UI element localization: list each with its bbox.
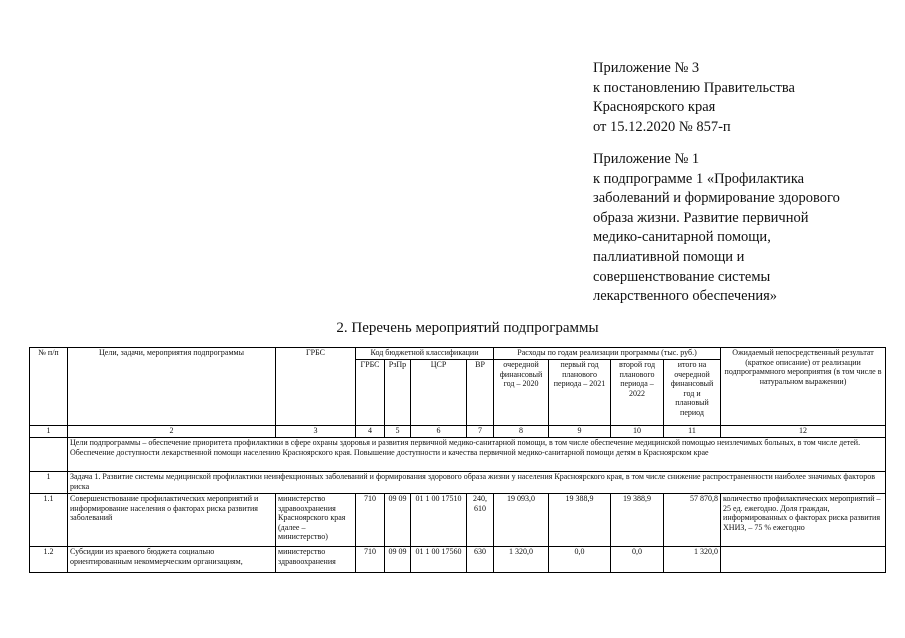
row-y2020: 19 093,0 — [494, 494, 549, 547]
measures-table — [29, 347, 886, 573]
row-vr: 240, 610 — [467, 494, 494, 547]
table-row — [30, 494, 886, 547]
task-row — [30, 472, 886, 494]
row-csr: 01 1 00 17560 — [411, 547, 467, 573]
header-code-csr: ЦСР — [411, 360, 467, 426]
appendix-1-line: медико-санитарной помощи, — [593, 229, 771, 246]
column-number: 1 — [30, 426, 68, 438]
column-number: 11 — [664, 426, 721, 438]
row-total: 1 320,0 — [664, 547, 721, 573]
row-grbs: министерство здравоохранения — [276, 547, 356, 573]
appendix-1-line: к подпрограмме 1 «Профилактика — [593, 170, 805, 187]
header-code-vr: ВР — [467, 360, 494, 426]
header-exp-first: первый год планового периода – 2021 — [549, 360, 611, 426]
row-name: Субсидии из краевого бюджета социально ориентированным некоммерческим организациям, — [68, 547, 276, 573]
column-number: 4 — [356, 426, 385, 438]
task-row-num: 1 — [30, 472, 68, 494]
table-row — [30, 547, 886, 573]
appendix-1-block — [593, 150, 840, 307]
appendix-3-line: Красноярского края — [593, 99, 716, 116]
appendix-3-block — [593, 59, 795, 137]
appendix-1-line: заболеваний и формирование здорового — [593, 190, 840, 207]
header-expenses: Расходы по годам реализации программы (тыс. руб.) — [494, 348, 721, 360]
column-number: 12 — [721, 426, 886, 438]
goal-row-num-cell — [30, 438, 68, 472]
column-number: 5 — [385, 426, 411, 438]
header-exp-current: очередной финансовый год – 2020 — [494, 360, 549, 426]
appendix-1-line: лекарственного обеспечения» — [593, 288, 778, 305]
row-num: 1.1 — [30, 494, 68, 547]
appendix-3-line: от 15.12.2020 № 857-п — [593, 118, 731, 135]
column-number: 2 — [68, 426, 276, 438]
header-num: № п/п — [30, 348, 68, 426]
header-row-1 — [30, 348, 886, 360]
document-title-text: 2. Перечень мероприятий подпрограммы — [336, 320, 599, 336]
row-code-grbs: 710 — [356, 547, 385, 573]
header-result: Ожидаемый непосредственный результат (краткое описание) от реализации подпрограммного мероприятия (в том числе в натуральном выражении) — [721, 348, 886, 426]
column-number: 8 — [494, 426, 549, 438]
row-code-grbs: 710 — [356, 494, 385, 547]
header-code-rzpr: РзПр — [385, 360, 411, 426]
row-y2020: 1 320,0 — [494, 547, 549, 573]
appendix-1-line: Приложение № 1 — [593, 151, 700, 167]
row-total: 57 870,8 — [664, 494, 721, 547]
row-result — [721, 547, 886, 573]
header-grbs: ГРБС — [276, 348, 356, 426]
row-rzpr: 09 09 — [385, 494, 411, 547]
row-csr: 01 1 00 17510 — [411, 494, 467, 547]
column-number: 7 — [467, 426, 494, 438]
header-exp-second: второй год планового периода – 2022 — [611, 360, 664, 426]
column-number: 6 — [411, 426, 467, 438]
row-num: 1.2 — [30, 547, 68, 573]
column-number: 10 — [611, 426, 664, 438]
column-number-row — [30, 426, 886, 438]
goal-row — [30, 438, 886, 472]
appendix-1-line: паллиативной помощи и — [593, 248, 745, 265]
header-code-grbs: ГРБС — [356, 360, 385, 426]
header-goals: Цели, задачи, мероприятия подпрограммы — [68, 348, 276, 426]
column-number: 9 — [549, 426, 611, 438]
appendix-3-line: к постановлению Правительства — [593, 79, 795, 96]
row-result: количество профилактических мероприятий – 25 ед. ежегодно. Доля граждан, информированных о факторах риска развития ХНИЗ, – 75 % ежегодно — [721, 494, 886, 547]
appendix-1-line: образа жизни. Развитие первичной — [593, 209, 809, 226]
row-name: Совершенствование профилактических мероприятий и информирование населения о факторах риска развития заболеваний — [68, 494, 276, 547]
header-budget-code: Код бюджетной классификации — [356, 348, 494, 360]
row-rzpr: 09 09 — [385, 547, 411, 573]
appendix-3-line: Приложение № 3 — [593, 60, 700, 76]
row-vr: 630 — [467, 547, 494, 573]
row-grbs: министерство здравоохранения Красноярского края (далее – министерство) — [276, 494, 356, 547]
goal-row-text: Цели подпрограммы – обеспечение приоритета профилактики в сфере охраны здоровья и развития первичной медико-санитарной помощи, в том числе обеспечение медицинской помощью неизлечимых больных, в том числе детей. Обеспечение доступности лекарственной помощи населению Красноярского края. Повышение доступности и качества первичной медико-санитарной помощи детям в Красноярском крае — [68, 438, 886, 472]
row-y2021: 19 388,9 — [549, 494, 611, 547]
row-y2022: 0,0 — [611, 547, 664, 573]
appendix-1-line: совершенствование системы — [593, 268, 771, 285]
header-exp-total: итого на очередной финансовый год и плановый период — [664, 360, 721, 426]
task-row-text: Задача 1. Развитие системы медицинской профилактики неинфекционных заболеваний и формирования здорового образа жизни у населения Красноярского края, в том числе снижение распространенности наиболее значимых факторов риска — [68, 472, 886, 494]
row-y2021: 0,0 — [549, 547, 611, 573]
column-number: 3 — [276, 426, 356, 438]
document-title — [0, 320, 905, 337]
row-y2022: 19 388,9 — [611, 494, 664, 547]
